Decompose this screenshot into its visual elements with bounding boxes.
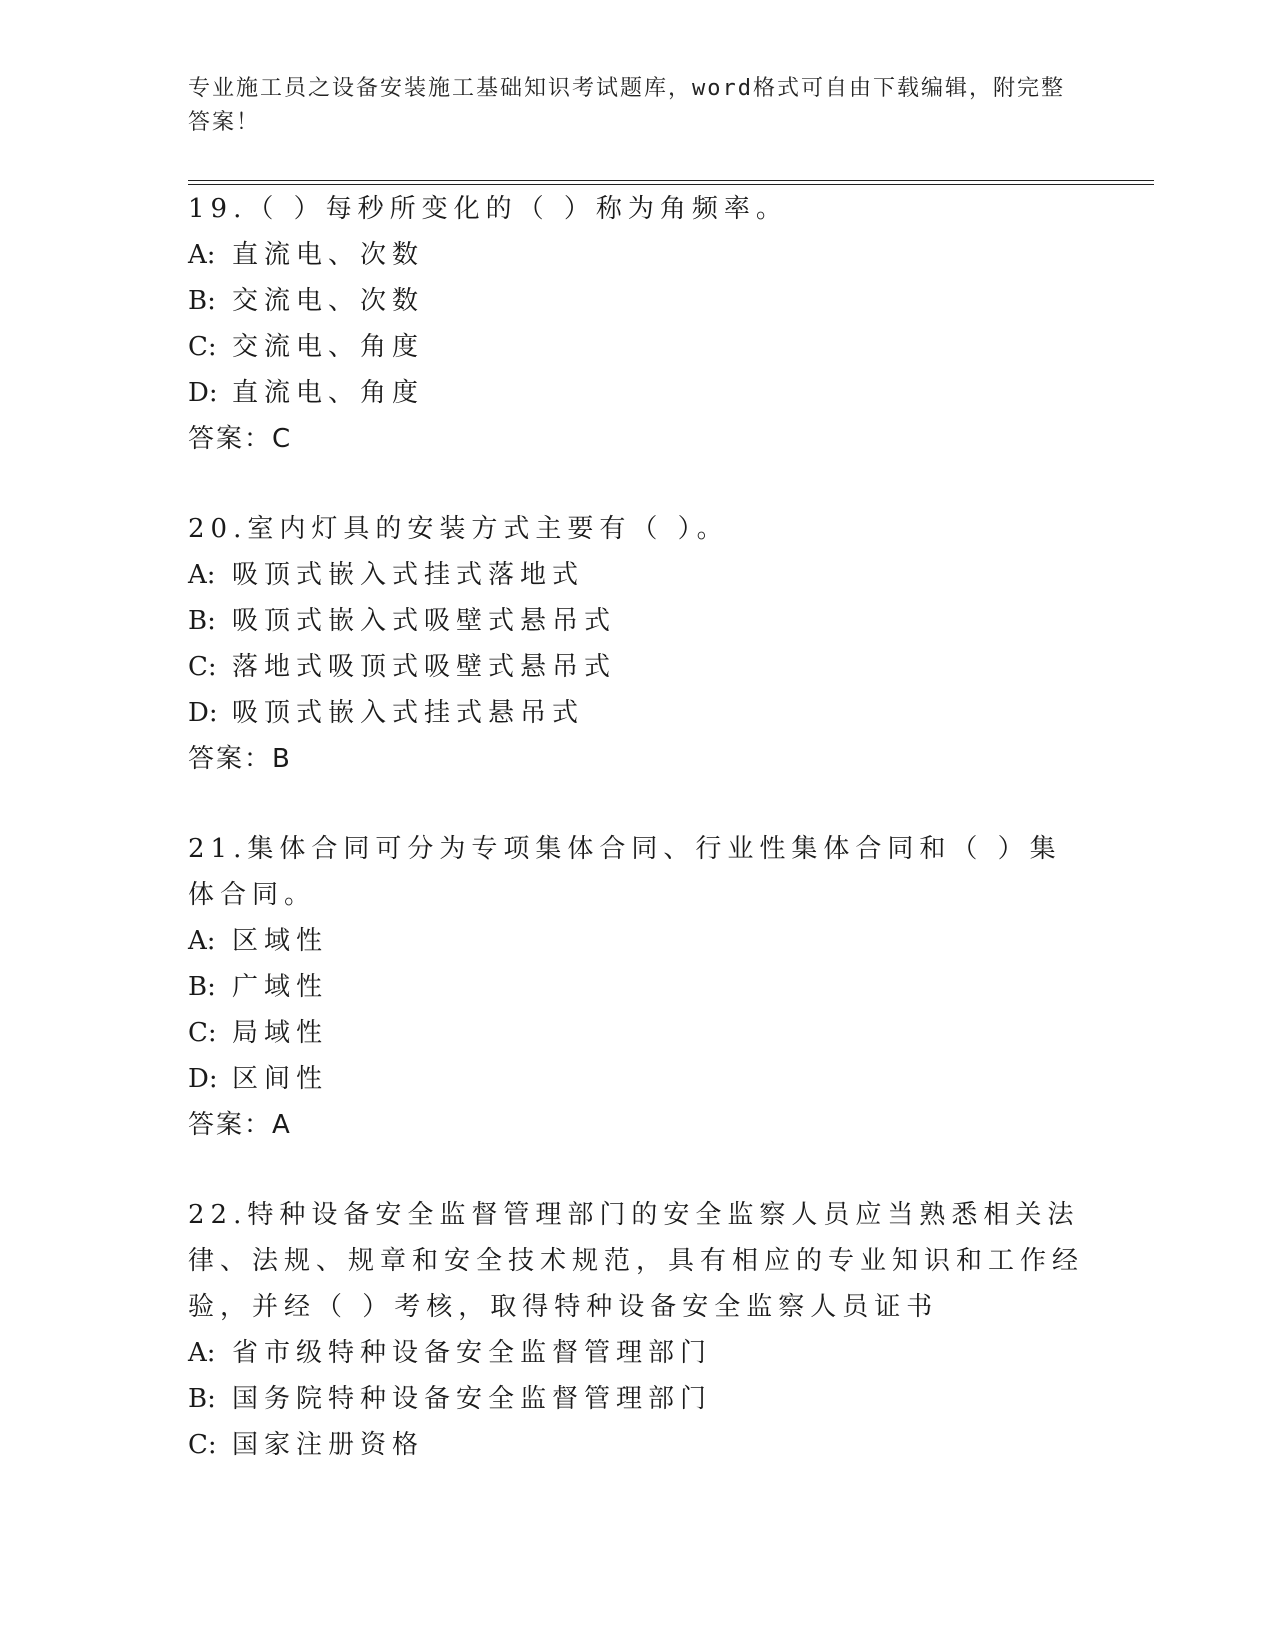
question-19 — [188, 186, 1088, 462]
option-text: 国务院特种设备安全监督管理部门 — [232, 1384, 713, 1414]
option-c — [188, 324, 1088, 370]
option-key: C: — [188, 1018, 217, 1048]
option-c — [188, 1010, 1088, 1056]
option-b — [188, 278, 1088, 324]
option-text: 区域性 — [232, 926, 329, 956]
option-key: D: — [188, 698, 218, 728]
option-text: 吸顶式嵌入式吸壁式悬吊式 — [232, 606, 617, 636]
header-divider-bottom — [188, 184, 1154, 185]
option-key: B: — [188, 1384, 216, 1414]
answer: 答案：A — [188, 1110, 292, 1140]
option-b — [188, 964, 1088, 1010]
option-c — [188, 1422, 1088, 1468]
option-a — [188, 552, 1088, 598]
option-d — [188, 1056, 1088, 1102]
option-d — [188, 370, 1088, 416]
option-text: 局域性 — [232, 1018, 329, 1048]
option-key: A: — [188, 560, 216, 590]
option-key: C: — [188, 1430, 217, 1460]
option-key: D: — [188, 378, 218, 408]
question-stem: 19.（ ）每秒所变化的（ ）称为角频率。 — [188, 194, 788, 224]
option-b — [188, 598, 1088, 644]
option-key: D: — [188, 1064, 218, 1094]
option-c — [188, 644, 1088, 690]
option-key: B: — [188, 606, 216, 636]
question-stem: 20.室内灯具的安装方式主要有（ ）。 — [188, 514, 729, 544]
option-text: 落地式吸顶式吸壁式悬吊式 — [232, 652, 617, 682]
answer: 答案：B — [188, 744, 292, 774]
option-a — [188, 1330, 1088, 1376]
question-22 — [188, 1192, 1088, 1468]
question-21 — [188, 826, 1088, 1148]
option-text: 省市级特种设备安全监督管理部门 — [232, 1338, 713, 1368]
option-text: 直流电、角度 — [232, 378, 425, 408]
option-text: 国家注册资格 — [232, 1430, 425, 1460]
option-key: A: — [188, 240, 216, 270]
option-text: 交流电、次数 — [232, 286, 425, 316]
option-a — [188, 232, 1088, 278]
question-20 — [188, 506, 1088, 782]
option-a — [188, 918, 1088, 964]
option-key: A: — [188, 926, 216, 956]
option-text: 区间性 — [232, 1064, 329, 1094]
option-key: A: — [188, 1338, 216, 1368]
option-text: 直流电、次数 — [232, 240, 425, 270]
option-key: C: — [188, 332, 217, 362]
option-b — [188, 1376, 1088, 1422]
option-text: 吸顶式嵌入式挂式悬吊式 — [232, 698, 585, 728]
option-text: 广域性 — [232, 972, 329, 1002]
option-key: B: — [188, 286, 216, 316]
option-key: B: — [188, 972, 216, 1002]
option-key: C: — [188, 652, 217, 682]
option-d — [188, 690, 1088, 736]
header-divider-top — [188, 180, 1154, 181]
option-text: 交流电、角度 — [232, 332, 425, 362]
option-text: 吸顶式嵌入式挂式落地式 — [232, 560, 585, 590]
document-header: 专业施工员之设备安装施工基础知识考试题库，word格式可自由下载编辑，附完整答案！ — [188, 76, 1065, 135]
question-stem: 21.集体合同可分为专项集体合同、行业性集体合同和（ ）集体合同。 — [188, 834, 1062, 910]
question-stem: 22.特种设备安全监督管理部门的安全监察人员应当熟悉相关法律、法规、规章和安全技术规范，具有相应的专业知识和工作经验，并经（ ）考核，取得特种设备安全监察人员证书 — [188, 1200, 1085, 1322]
answer: 答案：C — [188, 424, 293, 454]
